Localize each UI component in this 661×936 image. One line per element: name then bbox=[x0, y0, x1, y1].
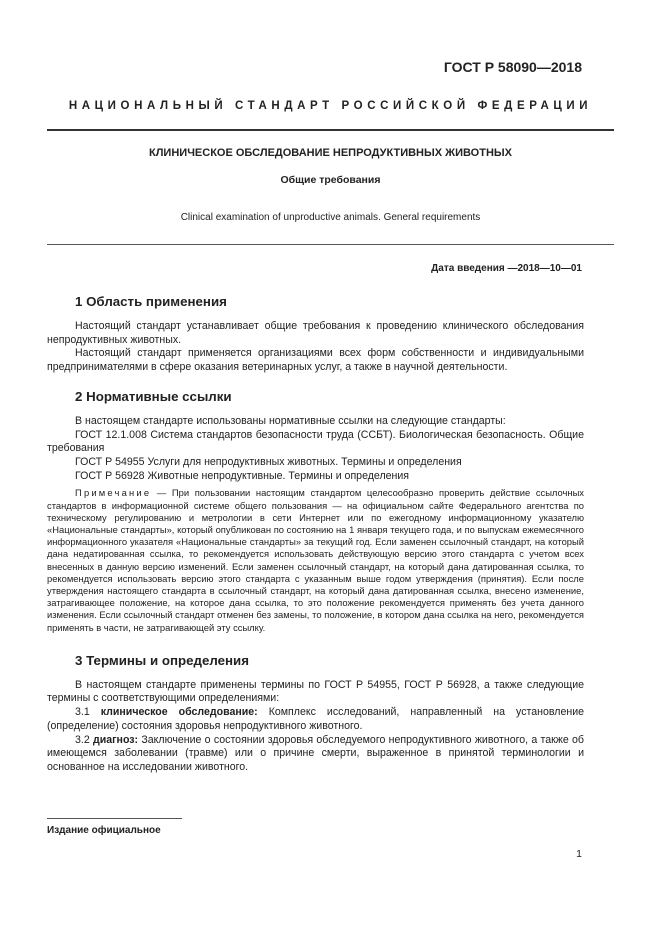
term-name: клиническое обследование: bbox=[100, 706, 258, 719]
term-number: 3.1 bbox=[75, 706, 101, 719]
header-divider bbox=[47, 129, 614, 131]
document-title: КЛИНИЧЕСКОЕ ОБСЛЕДОВАНИЕ НЕПРОДУКТИВНЫХ ЖИВОТНЫХ bbox=[149, 147, 512, 159]
term-number: 3.2 bbox=[75, 733, 94, 746]
title-divider bbox=[47, 244, 614, 245]
section-1-heading: 1 Область применения bbox=[75, 294, 227, 309]
section-3-intro: В настоящем стандарте применены термины по ГОСТ Р 54955, ГОСТ Р 56928, а также следующие термины с соответствующими определениями: bbox=[47, 678, 584, 705]
references-note bbox=[47, 487, 584, 633]
term-definition bbox=[47, 734, 584, 775]
official-edition-label: Издание официальное bbox=[47, 825, 161, 836]
reference-item: ГОСТ Р 56928 Животные непродуктивные. Термины и определения bbox=[75, 469, 410, 482]
note-text: — При пользовании настоящим стандартом целесообразно проверить действие ссылочных стандартов в информационной системе общего пользования — на официальном сайте Федерального агентства по техническому регулированию и метрологии в сети Интернет или по ежегодному информационному указателю «Национальные стандарты», который опубликован по состоянию на 1 января текущего года, и по выпускам ежемесячного информационного указателя «Национальные стандарты» за текущий год. Если заменен ссылочный стандарт, на который дана недатированная ссылка, то рекомендуется использовать действующую версию этого стандарта с учетом всех внесенных в данную версию изменений. Если заменен ссылочный стандарт, на который дана датированная ссылка, то рекомендуется использовать версию этого стандарта с указанным выше годом утверждения (принятия). Если после утверждения настоящего стандарта в ссылочный стандарт, на который дана датированная ссылка, внесено изменение, затрагивающее положение, на которое дана ссылка, то это положение рекомендуется применять без учета данного изменения. Если ссылочный стандарт отменен без замены, то положение, в котором дана ссылка на него, рекомендуется применять в части, не затрагивающей эту ссылку. bbox=[47, 487, 584, 633]
section-1-paragraph: Настоящий стандарт применяется организациями всех форм собственности и индивидуальными предпринимателями в сфере оказания ветеринарных услуг, а также в научной деятельности. bbox=[47, 347, 584, 374]
section-2-heading: 2 Нормативные ссылки bbox=[75, 388, 232, 404]
note-label: Примечание bbox=[75, 487, 152, 499]
document-body bbox=[47, 293, 584, 775]
section-1-paragraph: Настоящий стандарт устанавливает общие требования к проведению клинического обследования непродуктивных животных. bbox=[47, 320, 584, 346]
reference-item: ГОСТ Р 54955 Услуги для непродуктивных животных. Термины и определения bbox=[75, 455, 462, 468]
english-title: Clinical examination of unproductive animals. General requirements bbox=[180, 212, 481, 223]
section-3-heading: 3 Термины и определения bbox=[75, 652, 249, 668]
term-definition bbox=[47, 706, 584, 733]
document-subtitle: Общие требования bbox=[280, 174, 381, 186]
term-text: Заключение о состоянии здоровья обследуемого непродуктивного животного, а также об имеющемся заболевании (травме) или о причине смерти, выраженное в принятой терминологии и основанное на исследовании животного. bbox=[47, 733, 584, 773]
page-number: 1 bbox=[576, 848, 582, 860]
section-2-intro: В настоящем стандарте использованы нормативные ссылки на следующие стандарты: bbox=[75, 414, 506, 427]
footer-divider bbox=[47, 818, 182, 819]
reference-item: ГОСТ 12.1.008 Система стандартов безопасности труда (ССБТ). Биологическая безопасность. Общие требования bbox=[47, 428, 584, 455]
national-standard-banner: НАЦИОНАЛЬНЫЙ СТАНДАРТ РОССИЙСКОЙ ФЕДЕРАЦИИ bbox=[68, 100, 593, 112]
term-name: диагноз: bbox=[93, 733, 139, 746]
gost-number: ГОСТ Р 58090—2018 bbox=[443, 59, 582, 75]
term-text: Комплекс исследований, направленный на установление (определение) состояния здоровья непродуктивного животного. bbox=[47, 706, 585, 732]
effective-date: Дата введения —2018—10—01 bbox=[431, 263, 582, 274]
